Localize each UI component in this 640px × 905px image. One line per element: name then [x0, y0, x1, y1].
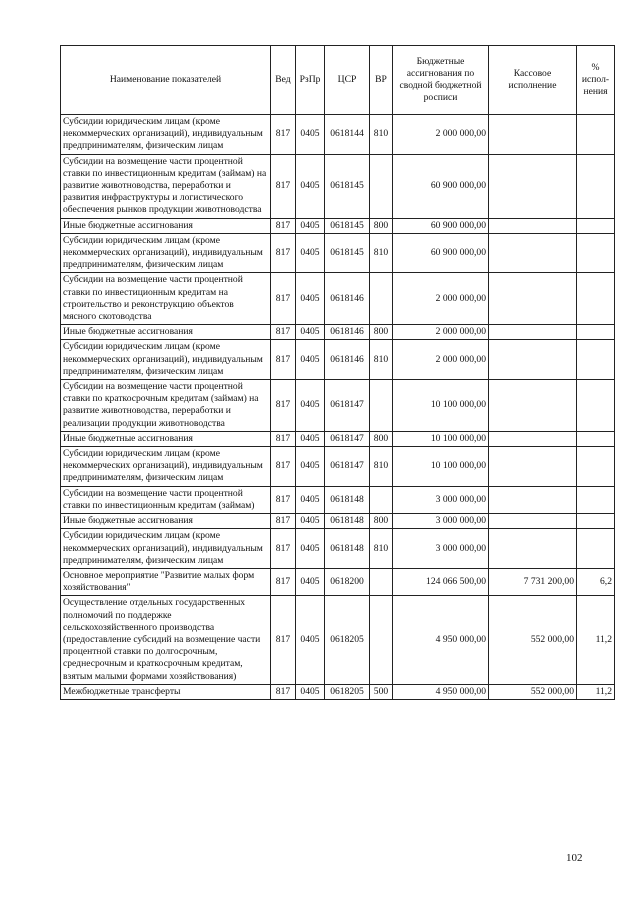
cell-budget: 3 000 000,00	[393, 529, 489, 569]
cell-ved: 817	[271, 218, 296, 233]
header-ved: Вед	[271, 46, 296, 115]
cell-rzpr: 0405	[296, 447, 325, 487]
cell-rzpr: 0405	[296, 514, 325, 529]
cell-name: Субсидии юридическим лицам (кроме некоммерческих организаций), индивидуальным предпринимателям, физическим лицам	[61, 233, 271, 273]
cell-rzpr: 0405	[296, 115, 325, 155]
cell-csr: 0618147	[325, 447, 370, 487]
cell-budget: 10 100 000,00	[393, 447, 489, 487]
table-row	[61, 431, 615, 446]
cell-name: Субсидии юридическим лицам (кроме некоммерческих организаций), индивидуальным предпринимателям, физическим лицам	[61, 529, 271, 569]
cell-csr: 0618145	[325, 233, 370, 273]
cell-cash	[489, 340, 577, 380]
cell-cash	[489, 218, 577, 233]
cell-name: Субсидии на возмещение части процентной ставки по краткосрочным кредитам (займам) на развитие животноводства, переработки и реализации продукции животноводства	[61, 380, 271, 432]
cell-percent	[577, 218, 615, 233]
cell-ved: 817	[271, 529, 296, 569]
cell-ved: 817	[271, 115, 296, 155]
table-header-row	[61, 46, 615, 115]
cell-budget: 124 066 500,00	[393, 568, 489, 595]
cell-csr: 0618148	[325, 514, 370, 529]
cell-name: Субсидии юридическим лицам (кроме некоммерческих организаций), индивидуальным предпринимателям, физическим лицам	[61, 340, 271, 380]
page-number: 102	[566, 852, 583, 864]
cell-percent	[577, 154, 615, 218]
cell-budget: 3 000 000,00	[393, 514, 489, 529]
cell-csr: 0618200	[325, 568, 370, 595]
cell-rzpr: 0405	[296, 340, 325, 380]
table-row	[61, 529, 615, 569]
cell-percent: 6,2	[577, 568, 615, 595]
budget-execution-table	[60, 45, 615, 700]
cell-vr	[370, 596, 393, 684]
cell-rzpr: 0405	[296, 529, 325, 569]
cell-vr	[370, 486, 393, 513]
cell-rzpr: 0405	[296, 596, 325, 684]
cell-cash	[489, 486, 577, 513]
header-rzpr: РзПр	[296, 46, 325, 115]
cell-rzpr: 0405	[296, 325, 325, 340]
cell-name: Субсидии юридическим лицам (кроме некоммерческих организаций), индивидуальным предпринимателям, физическим лицам	[61, 115, 271, 155]
table-row	[61, 218, 615, 233]
cell-cash: 552 000,00	[489, 596, 577, 684]
cell-cash	[489, 115, 577, 155]
cell-cash	[489, 447, 577, 487]
cell-vr: 800	[370, 218, 393, 233]
cell-budget: 2 000 000,00	[393, 340, 489, 380]
cell-rzpr: 0405	[296, 486, 325, 513]
cell-rzpr: 0405	[296, 684, 325, 699]
cell-percent	[577, 233, 615, 273]
cell-name: Межбюджетные трансферты	[61, 684, 271, 699]
table-row	[61, 447, 615, 487]
cell-name: Иные бюджетные ассигнования	[61, 431, 271, 446]
cell-percent	[577, 325, 615, 340]
cell-ved: 817	[271, 325, 296, 340]
header-csr: ЦСР	[325, 46, 370, 115]
cell-cash	[489, 431, 577, 446]
cell-percent	[577, 447, 615, 487]
table-row	[61, 568, 615, 595]
cell-csr: 0618146	[325, 340, 370, 380]
cell-name: Субсидии юридическим лицам (кроме некоммерческих организаций), индивидуальным предпринимателям, физическим лицам	[61, 447, 271, 487]
cell-csr: 0618205	[325, 596, 370, 684]
cell-vr	[370, 154, 393, 218]
table-row	[61, 340, 615, 380]
cell-ved: 817	[271, 596, 296, 684]
cell-ved: 817	[271, 486, 296, 513]
cell-name: Иные бюджетные ассигнования	[61, 218, 271, 233]
cell-csr: 0618146	[325, 273, 370, 325]
cell-cash	[489, 233, 577, 273]
cell-budget: 60 900 000,00	[393, 233, 489, 273]
cell-rzpr: 0405	[296, 568, 325, 595]
cell-budget: 4 950 000,00	[393, 596, 489, 684]
cell-percent	[577, 529, 615, 569]
cell-cash: 7 731 200,00	[489, 568, 577, 595]
cell-rzpr: 0405	[296, 273, 325, 325]
cell-rzpr: 0405	[296, 218, 325, 233]
cell-name: Основное мероприятие "Развитие малых форм хозяйствования"	[61, 568, 271, 595]
cell-budget: 2 000 000,00	[393, 273, 489, 325]
cell-rzpr: 0405	[296, 154, 325, 218]
cell-ved: 817	[271, 684, 296, 699]
table-row	[61, 596, 615, 684]
cell-budget: 4 950 000,00	[393, 684, 489, 699]
cell-ved: 817	[271, 340, 296, 380]
cell-ved: 817	[271, 273, 296, 325]
table-row	[61, 115, 615, 155]
cell-ved: 817	[271, 447, 296, 487]
cell-percent	[577, 273, 615, 325]
cell-percent	[577, 514, 615, 529]
cell-cash	[489, 154, 577, 218]
cell-vr: 500	[370, 684, 393, 699]
cell-cash: 552 000,00	[489, 684, 577, 699]
cell-ved: 817	[271, 431, 296, 446]
header-budget: Бюджетные ассигнования по сводной бюджетной росписи	[393, 46, 489, 115]
cell-vr: 810	[370, 447, 393, 487]
table-body	[61, 115, 615, 700]
table-row	[61, 154, 615, 218]
cell-budget: 10 100 000,00	[393, 431, 489, 446]
table-row	[61, 684, 615, 699]
cell-cash	[489, 380, 577, 432]
cell-name: Субсидии на возмещение части процентной ставки по инвестиционным кредитам на строительство и реконструкцию объектов мясного скотоводства	[61, 273, 271, 325]
cell-csr: 0618205	[325, 684, 370, 699]
cell-cash	[489, 514, 577, 529]
table-row	[61, 514, 615, 529]
cell-cash	[489, 325, 577, 340]
cell-ved: 817	[271, 233, 296, 273]
cell-budget: 60 900 000,00	[393, 218, 489, 233]
cell-ved: 817	[271, 154, 296, 218]
cell-percent	[577, 486, 615, 513]
cell-name: Иные бюджетные ассигнования	[61, 325, 271, 340]
cell-cash	[489, 529, 577, 569]
cell-csr: 0618147	[325, 431, 370, 446]
cell-vr: 800	[370, 325, 393, 340]
cell-rzpr: 0405	[296, 431, 325, 446]
cell-ved: 817	[271, 568, 296, 595]
cell-budget: 2 000 000,00	[393, 115, 489, 155]
cell-rzpr: 0405	[296, 233, 325, 273]
cell-vr: 810	[370, 233, 393, 273]
cell-csr: 0618148	[325, 529, 370, 569]
cell-percent	[577, 115, 615, 155]
cell-percent	[577, 380, 615, 432]
cell-ved: 817	[271, 380, 296, 432]
cell-ved: 817	[271, 514, 296, 529]
cell-vr: 800	[370, 514, 393, 529]
table-row	[61, 233, 615, 273]
header-name: Наименование показателей	[61, 46, 271, 115]
cell-name: Субсидии на возмещение части процентной ставки по инвестиционным кредитам (займам) на развитие животноводства, переработки и развития инфраструктуры и логистического обеспечения рынков продукции животноводства	[61, 154, 271, 218]
cell-csr: 0618144	[325, 115, 370, 155]
table-row	[61, 486, 615, 513]
cell-rzpr: 0405	[296, 380, 325, 432]
cell-vr: 800	[370, 431, 393, 446]
cell-budget: 60 900 000,00	[393, 154, 489, 218]
cell-csr: 0618146	[325, 325, 370, 340]
cell-name: Субсидии на возмещение части процентной ставки по инвестиционным кредитам (займам)	[61, 486, 271, 513]
cell-name: Иные бюджетные ассигнования	[61, 514, 271, 529]
cell-csr: 0618147	[325, 380, 370, 432]
header-vr: ВР	[370, 46, 393, 115]
cell-vr	[370, 273, 393, 325]
header-cash: Кассовое исполнение	[489, 46, 577, 115]
cell-cash	[489, 273, 577, 325]
cell-csr: 0618145	[325, 154, 370, 218]
cell-percent: 11,2	[577, 596, 615, 684]
cell-budget: 10 100 000,00	[393, 380, 489, 432]
table-row	[61, 325, 615, 340]
cell-vr: 810	[370, 115, 393, 155]
cell-name: Осуществление отдельных государственных полномочий по поддержке сельскохозяйственного производства (предоставление субсидий на возмещение части процентной ставки по долгосрочным, среднесрочным и краткосрочным кредитам, взятым малыми формами хозяйствования)	[61, 596, 271, 684]
cell-csr: 0618148	[325, 486, 370, 513]
cell-percent	[577, 431, 615, 446]
table-row	[61, 380, 615, 432]
cell-csr: 0618145	[325, 218, 370, 233]
table-row	[61, 273, 615, 325]
cell-vr	[370, 380, 393, 432]
cell-percent	[577, 340, 615, 380]
cell-vr	[370, 568, 393, 595]
header-percent: % испол-нения	[577, 46, 615, 115]
cell-percent: 11,2	[577, 684, 615, 699]
cell-vr: 810	[370, 340, 393, 380]
cell-vr: 810	[370, 529, 393, 569]
cell-budget: 3 000 000,00	[393, 486, 489, 513]
cell-budget: 2 000 000,00	[393, 325, 489, 340]
